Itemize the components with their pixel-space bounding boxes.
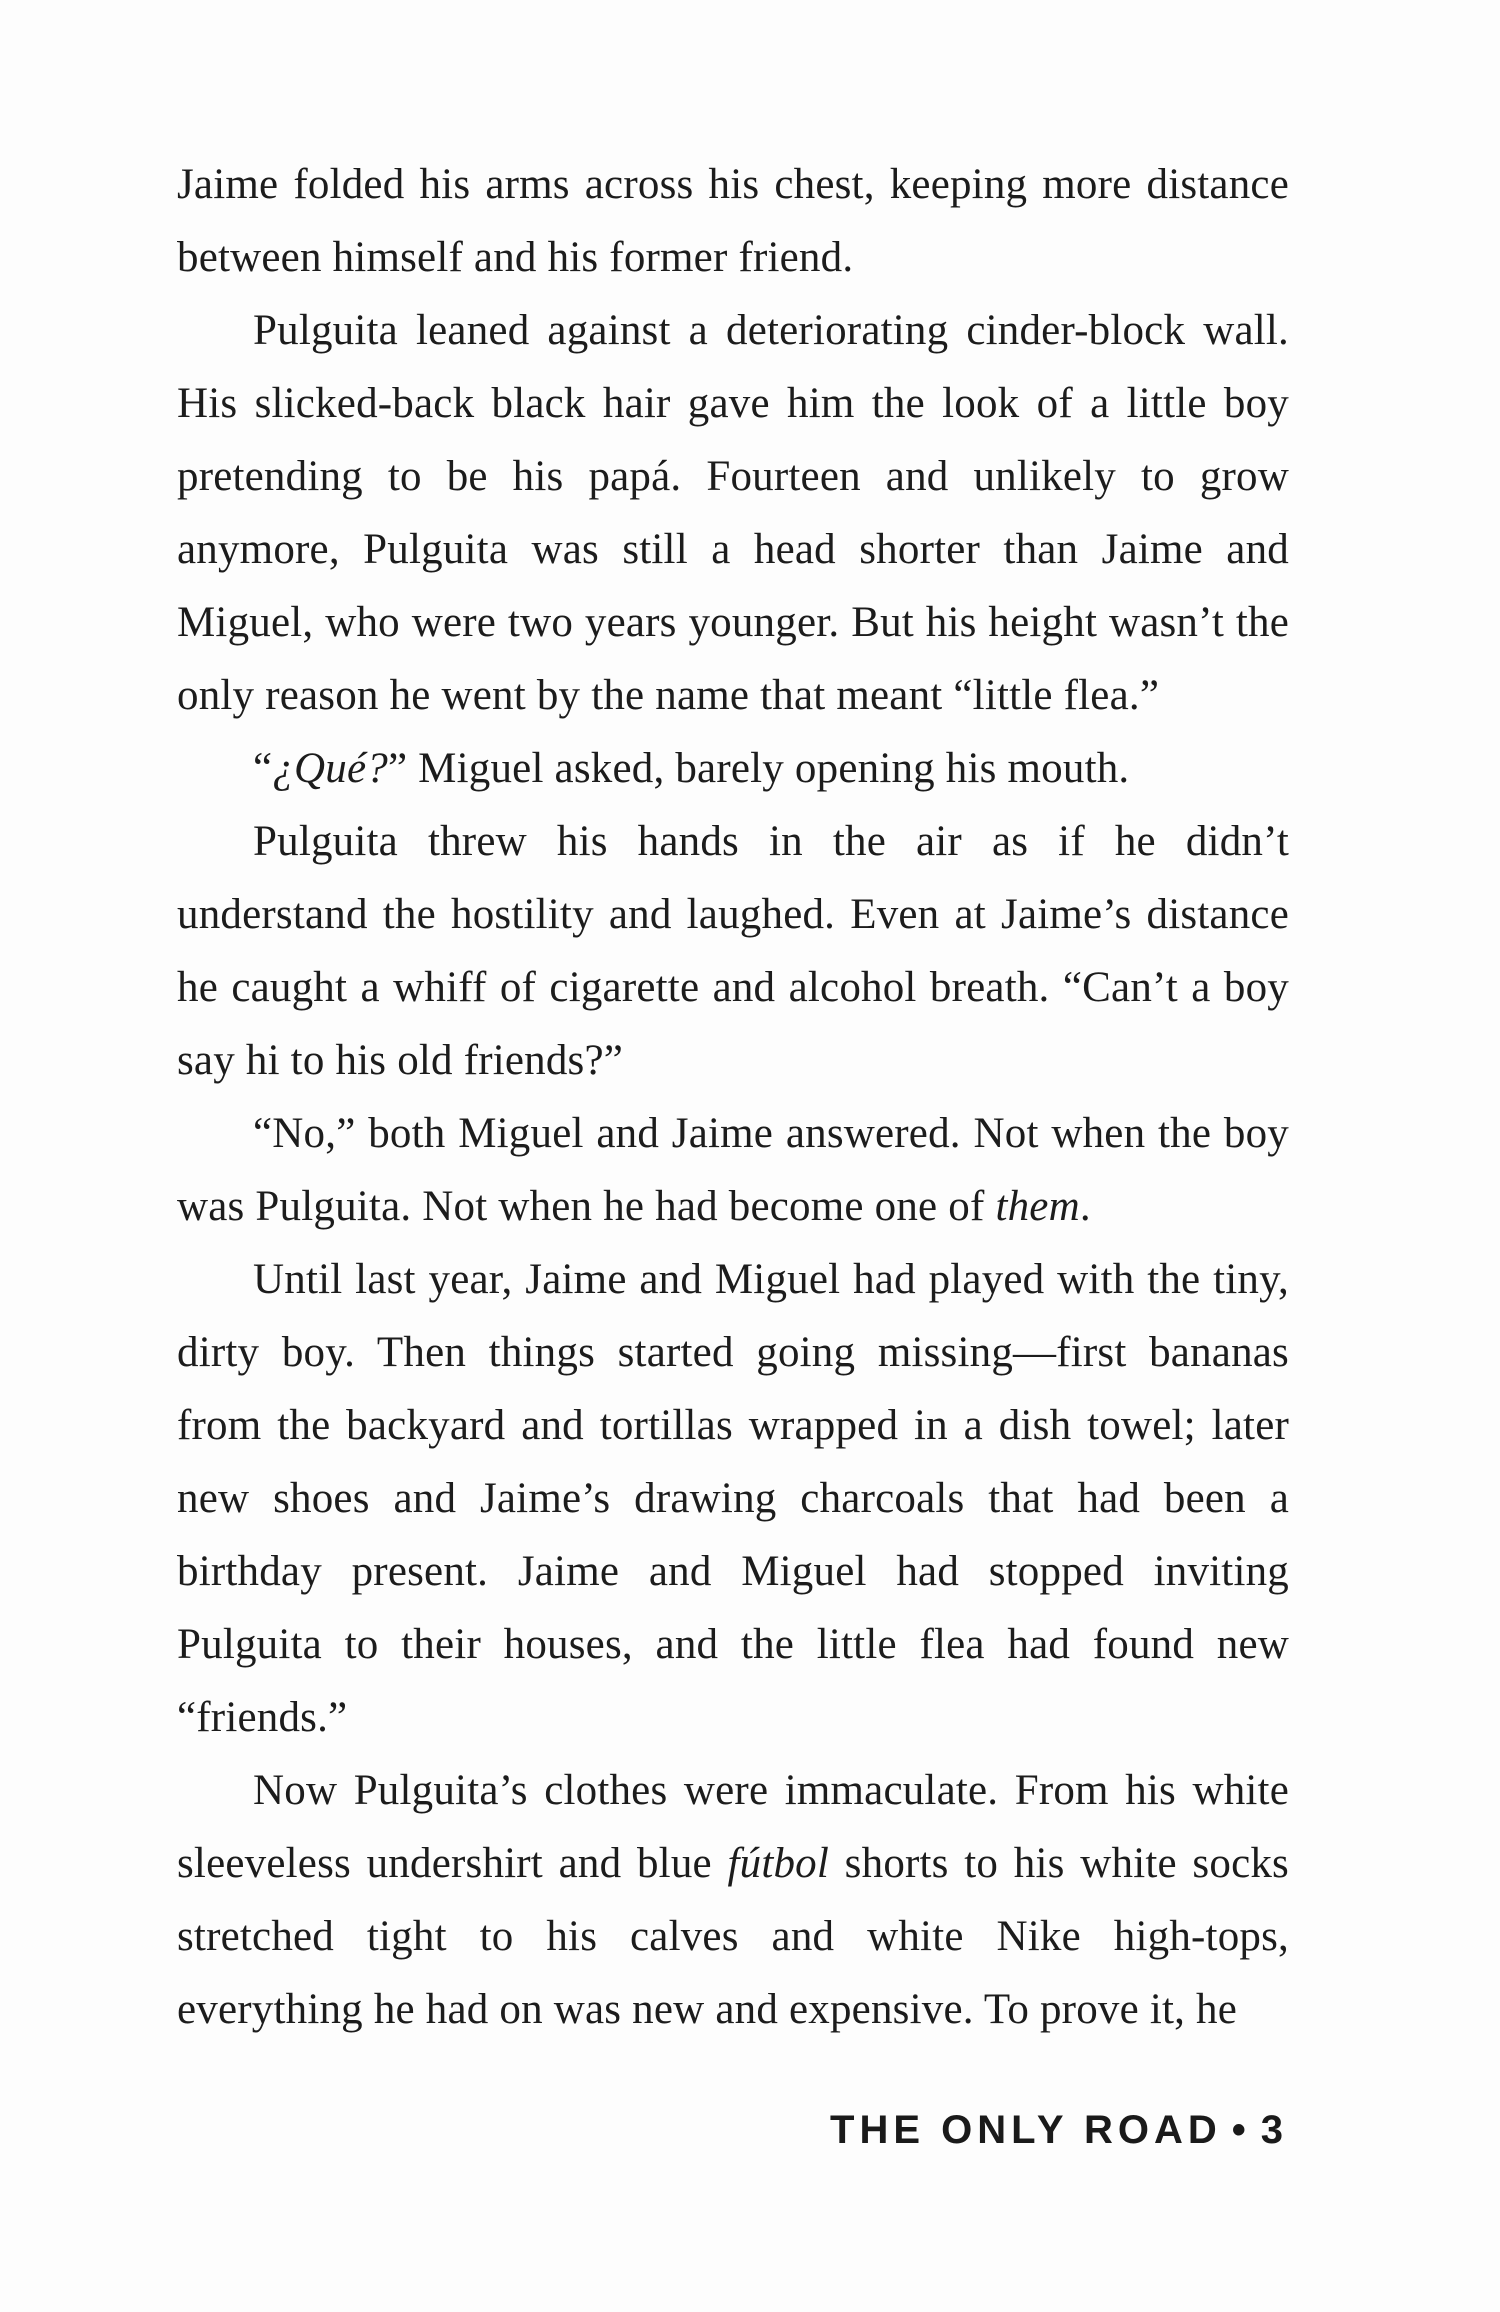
footer-separator: • — [1231, 2108, 1251, 2152]
paragraph-2: Pulguita leaned against a deteriorating cinder-block wall. His slicked-back black hair gave him the look of a little boy pretending to be his papá. Fourteen and unlikely to grow anymore, Pulguita was still a head shorter than Jaime and Miguel, who were two years younger. But his height wasn’t the only reason he went by the name that meant “little flea.” — [177, 307, 1289, 719]
running-footer — [830, 2108, 1288, 2153]
italic-futbol: fútbol — [727, 1840, 830, 1887]
page-number: 3 — [1260, 2108, 1288, 2152]
paragraph-1: Jaime folded his arms across his chest, keeping more distance between himself and his former friend. — [177, 161, 1289, 281]
book-title: THE ONLY ROAD — [830, 2108, 1222, 2152]
paragraph-3: “¿Qué?” Miguel asked, barely opening his mouth. — [253, 745, 1130, 792]
paragraph-7: Now Pulguita’s clothes were immaculate. From his white sleeveless undershirt and blue fútbol shorts to his white socks stretched tight to his calves and white Nike high-tops, everything he had on was new and expensive. To prove it, he — [177, 1767, 1289, 2033]
paragraph-6: Until last year, Jaime and Miguel had played with the tiny, dirty boy. Then things started going missing—first bananas from the backyard and tortillas wrapped in a dish towel; later new shoes and Jaime’s drawing charcoals that had been a birthday present. Jaime and Miguel had stopped inviting Pulguita to their houses, and the little flea had found new “friends.” — [177, 1256, 1289, 1741]
body-text — [177, 148, 1289, 2046]
italic-que: ¿Qué? — [272, 745, 388, 792]
italic-them: them — [995, 1183, 1080, 1230]
paragraph-5: “No,” both Miguel and Jaime answered. Not when the boy was Pulguita. Not when he had become one of them. — [177, 1110, 1289, 1230]
paragraph-4: Pulguita threw his hands in the air as if he didn’t understand the hostility and laughed. Even at Jaime’s distance he caught a whiff of cigarette and alcohol breath. “Can’t a boy say hi to his old friends?” — [177, 818, 1289, 1084]
